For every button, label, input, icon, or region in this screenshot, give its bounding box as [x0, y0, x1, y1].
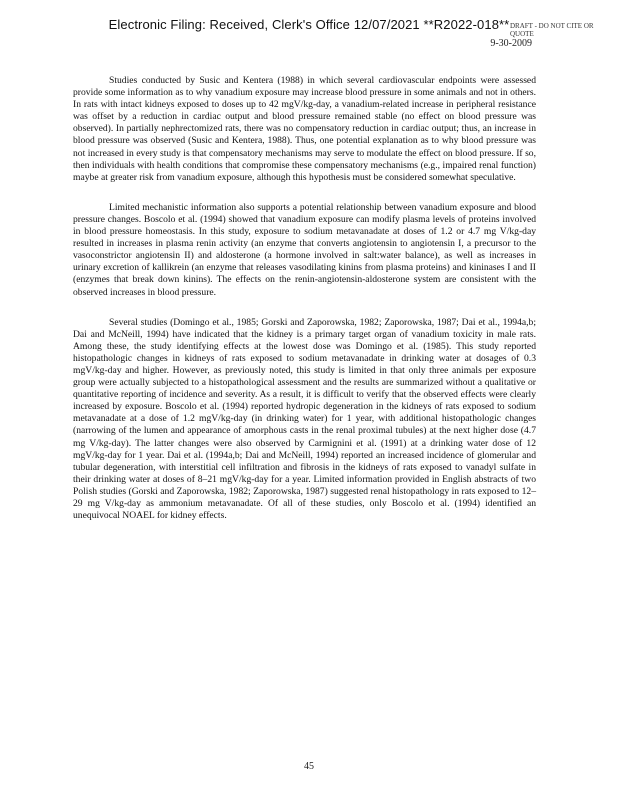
document-body — [73, 75, 536, 540]
paragraph-kidney-studies: Several studies (Domingo et al., 1985; Gorski and Zaporowska, 1982; Zaporowska, 1987; Dai et al., 1994a,b; Dai and McNeill, 1994) have indicated that the kidney is a primary target organ of vanadium toxicity in male rats. Among these, the study identifying effects at the lowest dose was Domingo et al. (1985). This study reported histopathologic changes in kidneys of rats exposed to sodium metavanadate in drinking water at dosages of 0.3 mgV/kg-day and higher. However, as previously noted, this study is limited in that only three animals per exposure group were actually subjected to a histopathological assessment and the results are summarized without a qualitative or quantitative reporting of incidence and severity. As a result, it is difficult to verify that the observed effects were clearly increased by exposure. Boscolo et al. (1994) reported hydropic degeneration in the kidneys of rats exposed to sodium metavanadate at a dose of 1.2 mgV/kg-day (in drinking water) for 1 year, with additional histopathologic changes (narrowing of the lumen and appearance of amorphous casts in the renal proximal tubules) at the next higher dose (4.7 mg V/kg-day). The latter changes were also observed by Carmignini et al. (1991) at a drinking water dose of 12 mgV/kg-day for 1 year. Dai et al. (1994a,b; Dai and McNeill, 1994) reported an increased incidence of glomerular and tubular degeneration, with interstitial cell infiltration and fibrosis in the kidneys of rats exposed to vanadyl sulfate in their drinking water at doses of 8–21 mgV/kg-day for a year. Limited information provided in English abstracts of two Polish studies (Gorski and Zaporowska, 1982; Zaporowska, 1987) suggested renal histopathology in rats exposed to 12–29 mg V/kg-day as ammonium metavanadate. Of all of these studies, only Boscolo et al. (1994) identified an unequivocal NOAEL for kidney effects. — [73, 316, 536, 522]
paragraph-cardiovascular-endpoints: Studies conducted by Susic and Kentera (1988) in which several cardiovascular endpoints were assessed provide some information as to why vanadium exposure may increase blood pressure in some animals and not in others. In rats with intact kidneys exposed to doses up to 42 mgV/kg-day, a vanadium-related increase in peripheral resistance was offset by a reduction in cardiac output and blood pressure remained stable (no effect on blood pressure was observed). In partially nephrectomized rats, there was no compensatory reduction in cardiac output; thus, an increase in blood pressure was observed (Susic and Kentera, 1988). Thus, one potential explanation as to why blood pressure was not increased in every study is that compensatory mechanisms may serve to modulate the effect on blood pressure. If so, then individuals with health conditions that compromise these compensatory mechanisms (e.g., impaired renal function) maybe at greater risk from vanadium exposure, although this hypothesis must be considered somewhat speculative. — [73, 75, 536, 183]
filing-header: Electronic Filing: Received, Clerk's Office 12/07/2021 **R2022-018** — [108, 17, 510, 32]
document-date: 9-30-2009 — [490, 38, 532, 49]
draft-watermark: DRAFT - DO NOT CITE OR QUOTE — [510, 22, 594, 38]
paragraph-mechanistic-information: Limited mechanistic information also supports a potential relationship between vanadium exposure and blood pressure changes. Boscolo et al. (1994) showed that vanadium exposure can modify plasma levels of proteins involved in blood pressure homeostasis. In this study, exposure to sodium metavanadate at doses of 1.2 or 4.7 mg V/kg-day resulted in increases in plasma renin activity (an enzyme that converts angiotensin to angiotensin I, a precursor to the vasoconstrictor angiotensin II) and aldosterone (a hormone involved in salt:water balance), as well as increases in urinary excretion of kallikrein (an enzyme that releases vasodilating kinins from plasma proteins) and kininases I and II (enzymes that break down kinins). The effects on the renin-angiotensin-aldosterone system are consistent with the observed increases in blood pressure. — [73, 201, 536, 298]
page-number: 45 — [304, 761, 314, 772]
